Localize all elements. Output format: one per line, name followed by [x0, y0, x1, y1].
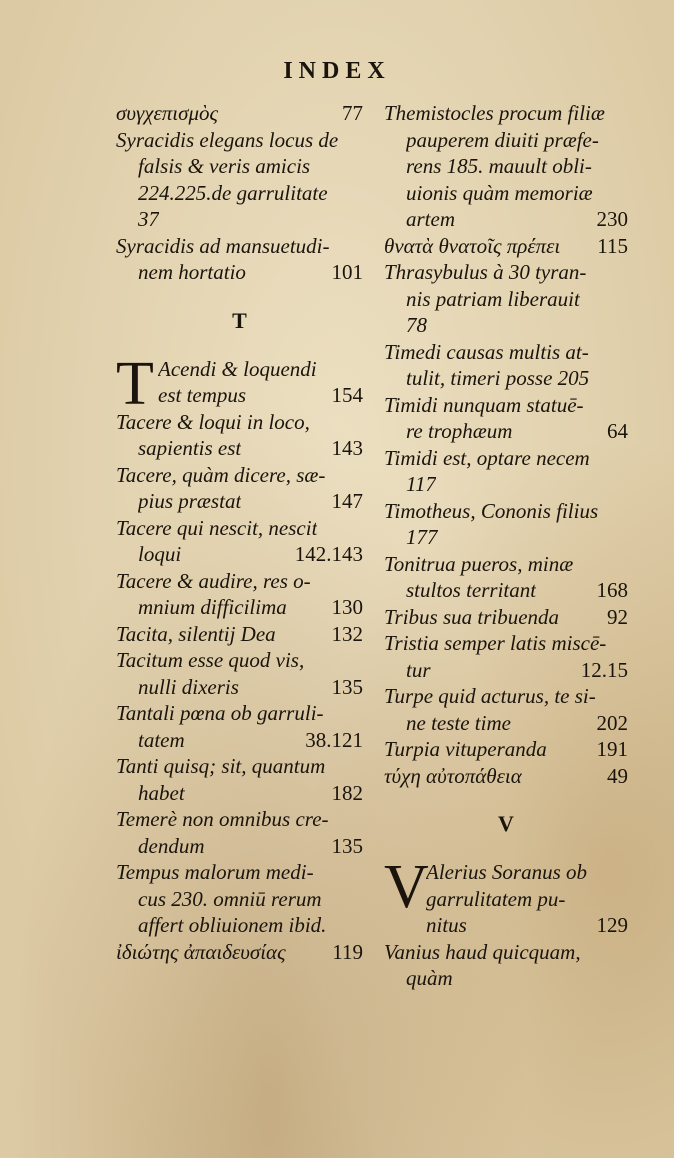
index-text: mnium difficilima [138, 595, 287, 619]
index-line [384, 736, 628, 763]
page-header: INDEX [283, 58, 391, 84]
index-text: Temerè non omnibus cre- [116, 807, 329, 831]
index-line [384, 286, 628, 313]
index-text: habet [138, 780, 185, 805]
index-line [116, 833, 363, 860]
index-line [384, 577, 628, 604]
index-line [116, 886, 363, 913]
index-line [384, 939, 628, 966]
index-text: affert obliuionem ibid. [138, 913, 327, 937]
page-ref: 38.121 [305, 727, 363, 752]
index-line [116, 435, 363, 462]
drop-cap-v: V [384, 853, 429, 921]
index-entry [116, 647, 363, 700]
index-line [116, 594, 363, 621]
index-line [116, 259, 363, 286]
index-entry [384, 604, 628, 631]
right-entries-group-2 [384, 939, 628, 992]
page-ref: 77 [342, 101, 363, 125]
index-text: Timidi nunquam statuē- [384, 392, 584, 417]
index-text: συγχεπισμὸς [116, 101, 219, 125]
index-line [384, 153, 628, 180]
index-line [116, 233, 363, 260]
index-text: pius præstat [138, 489, 242, 513]
index-line [384, 630, 628, 657]
index-entry [384, 445, 628, 498]
page-ref: 191 [596, 737, 628, 761]
left-entries-group-2 [116, 409, 363, 966]
index-line [116, 912, 363, 939]
index-line [384, 312, 628, 339]
index-text: artem [406, 207, 455, 231]
left-entries-group-1 [116, 100, 363, 286]
index-line [384, 657, 628, 684]
index-entry [116, 753, 363, 806]
index-line [384, 339, 628, 366]
index-entry [384, 939, 628, 992]
index-text: Tristia semper latis miscē- [384, 631, 607, 655]
index-text: 78 [406, 313, 427, 337]
page-ref: 132 [331, 621, 363, 646]
index-text: Tempus malorum medi- [116, 860, 314, 884]
page-ref: 143 [331, 436, 363, 460]
index-entry [116, 700, 363, 753]
index-text: Tacere qui nescit, nescit [116, 515, 318, 540]
index-entry [384, 259, 628, 339]
index-text: cus 230. omniū rerum [138, 886, 322, 911]
index-entry [384, 498, 628, 551]
index-text: Tantali pœna ob garruli- [116, 701, 324, 725]
index-text: Tacere & loqui in loco, [116, 409, 310, 434]
index-text: Tonitrua pueros, minæ [384, 551, 574, 576]
index-text: falsis & veris amicis [138, 154, 311, 178]
index-line [116, 621, 363, 648]
page-ref: 130 [331, 595, 363, 619]
index-text: 224.225.de garrulitate [138, 180, 328, 205]
page-ref: 12.15 [580, 657, 628, 682]
index-line [116, 674, 363, 701]
index-entry [116, 859, 363, 939]
index-entry [384, 100, 628, 233]
page-ref: 129 [596, 913, 628, 937]
index-line [116, 488, 363, 515]
index-entry [384, 392, 628, 445]
index-entry [384, 683, 628, 736]
index-line [384, 418, 628, 445]
index-entry [384, 233, 628, 260]
index-line [116, 153, 363, 180]
index-text: nis patriam liberauit [406, 286, 580, 311]
index-line [384, 127, 628, 154]
right-column [384, 100, 628, 992]
page-ref: 115 [597, 233, 628, 258]
index-entry [116, 621, 363, 648]
index-line [116, 127, 363, 154]
page-ref: 92 [607, 604, 628, 629]
index-text: θνατὰ θνατοῖς πρέπει [384, 233, 561, 258]
section-letter-t: T [232, 307, 247, 333]
index-entry [116, 806, 363, 859]
index-line [116, 515, 363, 542]
index-text: Timedi causas multis at- [384, 339, 589, 364]
page-ref: 147 [331, 489, 363, 513]
index-line [384, 763, 628, 790]
index-entry [384, 630, 628, 683]
index-text: rens 185. mauult obli- [406, 154, 592, 178]
index-text: uionis quàm memoriæ [406, 180, 593, 205]
index-text: sapientis est [138, 436, 242, 460]
index-text: Tacere & audire, res o- [116, 568, 311, 593]
right-entries-group-1 [384, 100, 628, 789]
index-line [384, 471, 628, 498]
dropcap-entry-v [384, 853, 628, 939]
index-entry [384, 736, 628, 763]
index-entry [116, 939, 363, 966]
index-line [116, 180, 363, 207]
index-text: 37 [138, 207, 159, 231]
page-ref: 142.143 [294, 542, 363, 566]
index-line [384, 392, 628, 419]
page-ref: 64 [607, 419, 628, 443]
index-text: Themistocles procum filiæ [384, 101, 605, 125]
index-text: Syracidis elegans locus de [116, 127, 339, 152]
index-text: τύχη αὐτοπάθεια [384, 763, 522, 788]
index-text: loqui [138, 542, 182, 566]
index-text: nitus [426, 913, 467, 937]
index-text: tatem [138, 727, 185, 752]
index-text: re trophæum [406, 419, 513, 443]
index-text: Tacitum esse quod vis, [116, 648, 305, 672]
index-text: Tacere, quàm dicere, sæ- [116, 462, 326, 487]
index-text: Alerius Soranus ob [426, 860, 588, 884]
index-line [116, 568, 363, 595]
index-line [116, 647, 363, 674]
index-text: nulli dixeris [138, 674, 239, 699]
index-text: 117 [406, 472, 436, 496]
page-ref: 230 [596, 207, 628, 231]
index-text: Tanti quisq; sit, quantum [116, 754, 326, 778]
index-text: Timidi est, optare necem [384, 445, 590, 470]
page-ref: 168 [596, 578, 628, 602]
index-line [384, 365, 628, 392]
index-line [384, 259, 628, 286]
index-text: tur [406, 657, 431, 682]
index-text: Acendi & loquendi [158, 356, 317, 381]
dropcap-entry-t [116, 349, 363, 418]
index-line [384, 445, 628, 472]
index-line [384, 524, 628, 551]
index-line [116, 753, 363, 780]
index-text: ἰδιώτης ἀπαιδευσίας [116, 939, 286, 964]
index-line [384, 233, 628, 260]
index-line [384, 965, 628, 992]
index-text: Turpe quid acturus, te si- [384, 684, 596, 708]
index-line [384, 710, 628, 737]
index-entry [116, 100, 363, 127]
index-text: Tacita, silentij Dea [116, 621, 276, 646]
drop-cap-t: T [116, 349, 154, 418]
index-text: dendum [138, 833, 205, 858]
index-line [116, 727, 363, 754]
index-entry [116, 515, 363, 568]
page-ref: 49 [607, 763, 628, 788]
index-text: pauperem diuiti præfe- [406, 127, 599, 152]
page-ref: 119 [332, 939, 363, 964]
index-line [116, 462, 363, 489]
section-letter-v: V [498, 811, 514, 836]
index-text: stultos territant [406, 578, 537, 602]
page-ref: 202 [596, 710, 628, 735]
index-entry [384, 339, 628, 392]
index-text: quàm [406, 966, 453, 990]
left-column [116, 100, 363, 965]
index-line [116, 100, 363, 127]
index-text: nem hortatio [138, 260, 246, 284]
index-text: Syracidis ad mansuetudi- [116, 233, 330, 258]
index-line [116, 780, 363, 807]
index-text: 177 [406, 525, 438, 549]
index-text: Turpia vituperanda [384, 737, 547, 761]
page-ref: 135 [331, 674, 363, 699]
index-line [116, 206, 363, 233]
index-text: tulit, timeri posse 205 [406, 366, 590, 390]
index-line [384, 206, 628, 233]
index-text: Timotheus, Cononis filius [384, 498, 599, 523]
index-line [384, 498, 628, 525]
page-ref: 101 [331, 260, 363, 284]
index-text: Vanius haud quicquam, [384, 939, 581, 964]
page-ref: 154 [331, 383, 363, 407]
index-entry [384, 763, 628, 790]
index-entry [116, 462, 363, 515]
index-line [384, 551, 628, 578]
index-text: Thrasybulus à 30 tyran- [384, 260, 587, 284]
index-text: Tribus sua tribuenda [384, 604, 560, 629]
index-line [384, 604, 628, 631]
index-line [116, 939, 363, 966]
index-line [384, 683, 628, 710]
index-line [116, 700, 363, 727]
index-line [116, 859, 363, 886]
index-text: ne teste time [406, 710, 511, 735]
index-text: garrulitatem pu- [426, 886, 566, 911]
index-line [384, 100, 628, 127]
index-entry [116, 127, 363, 233]
index-entry [116, 568, 363, 621]
index-line [116, 806, 363, 833]
page-ref: 135 [331, 833, 363, 858]
index-text: est tempus [158, 383, 247, 407]
index-entry [384, 551, 628, 604]
page-ref: 182 [331, 780, 363, 805]
index-line [116, 541, 363, 568]
index-line [384, 180, 628, 207]
index-entry [116, 233, 363, 286]
